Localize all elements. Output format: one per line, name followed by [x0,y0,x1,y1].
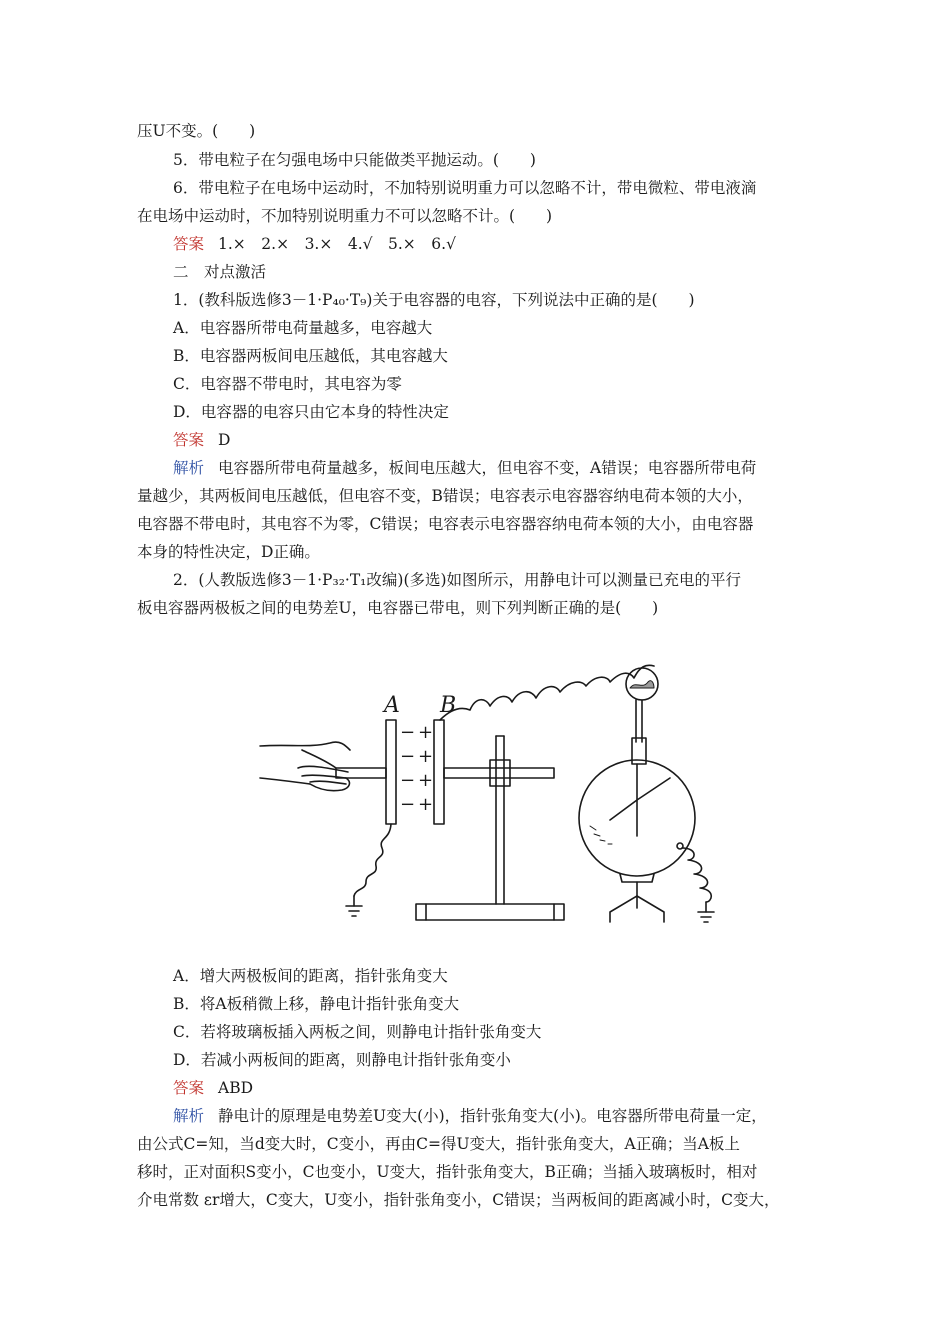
analysis-continued: 本身的特性决定，D正确。 [137,543,320,561]
section-heading: 二 对点激活 [173,263,267,281]
answer-label: 答案 [173,431,205,449]
plate-a-label: A [384,693,400,718]
analysis-continued: 量越少，其两板间电压越低，但电容不变，B错误；电容表示电容器容纳电荷本领的大小， [137,487,753,505]
negative-charge: − [400,794,416,815]
positive-charge: + [418,770,434,791]
positive-charge: + [418,746,434,767]
answer-text: 1.× 2.× 3.× 4.√ 5.× 6.√ [218,235,456,253]
analysis-text: 静电计的原理是电势差U变大(小)，指针张角变大(小)。电容器所带电荷量一定， [218,1107,767,1125]
plate-b [434,720,444,824]
capacitor-electrometer-figure [250,650,730,940]
charge-signs [400,722,433,815]
analysis-continued: 移时，正对面积S变小，C也变小，U变大，指针张角变大，B正确；当插入玻璃板时，相对 [137,1163,758,1181]
analysis-line [173,1106,827,1126]
analysis-continued: 由公式C=知，当d变大时，C变小，再由C=得U变大，指针张角变大，A正确；当A板上 [137,1135,740,1153]
question-1: 1．(教科版选修3－1·P₄₀·T₉)关于电容器的电容，下列说法中正确的是( ) [173,291,695,309]
analysis-label: 解析 [173,1107,205,1125]
option-d: D．电容器的电容只由它本身的特性决定 [173,403,449,421]
analysis-label: 解析 [173,459,205,477]
answer-text: D [218,431,231,449]
statement-5: 5．带电粒子在匀强电场中只能做类平抛运动。( ) [173,151,536,169]
answer-label: 答案 [173,235,205,253]
option-c: C．若将玻璃板插入两板之间，则静电计指针张角变大 [173,1023,542,1041]
analysis-continued: 电容器不带电时，其电容不为零，C错误；电容表示电容器容纳电荷本领的大小，由电容器 [137,515,754,533]
answer-label: 答案 [173,1079,205,1097]
support-stand [416,736,564,920]
negative-charge: − [400,770,416,791]
option-a: A．电容器所带电荷量越多，电容越大 [173,319,433,337]
positive-charge: + [418,722,434,743]
option-b: B．电容器两板间电压越低，其电容越大 [173,347,448,365]
positive-charge: + [418,794,434,815]
answer-line [173,1078,827,1098]
question-2: 2．(人教版选修3－1·P₃₂·T₁改编)(多选)如图所示，用静电计可以测量已充电的平行 [173,571,742,589]
negative-charge: − [400,746,416,767]
statement-6: 6．带电粒子在电场中运动时，不加特别说明重力可以忽略不计，带电微粒、带电液滴 [173,179,757,197]
electrometer-needle [637,778,670,800]
option-c: C．电容器不带电时，其电容为零 [173,375,402,393]
analysis-line [173,458,827,478]
analysis-continued: 介电常数 εr增大，C变大，U变小，指针张角变小，C错误；当两板间的距离减小时，C变大， [137,1191,780,1209]
question-2-continued: 板电容器两极板之间的电势差U，电容器已带电，则下列判断正确的是( ) [137,599,659,617]
text-line: 压U不变。( ) [137,122,256,140]
option-a: A．增大两极板间的距离，指针张角变大 [173,967,448,985]
option-b: B．将A板稍微上移，静电计指针张角变大 [173,995,460,1013]
hand-drawing [260,742,350,791]
plate-a [386,720,396,824]
insulating-rod [336,768,386,778]
stand-rod [444,768,554,778]
option-d: D．若减小两板间的距离，则静电计指针张角变小 [173,1051,511,1069]
connecting-wire [440,665,654,720]
ground-wire-a [346,824,391,916]
answer-line [173,234,827,254]
negative-charge: − [400,722,416,743]
statement-6-continued: 在电场中运动时，不加特别说明重力不可以忽略不计。( ) [137,207,553,225]
plate-b-label: B [440,693,457,718]
answer-line [173,430,827,450]
analysis-text: 电容器所带电荷量越多，板间电压越大，但电容不变，A错误；电容器所带电荷 [218,459,757,477]
answer-text: ABD [218,1079,254,1097]
